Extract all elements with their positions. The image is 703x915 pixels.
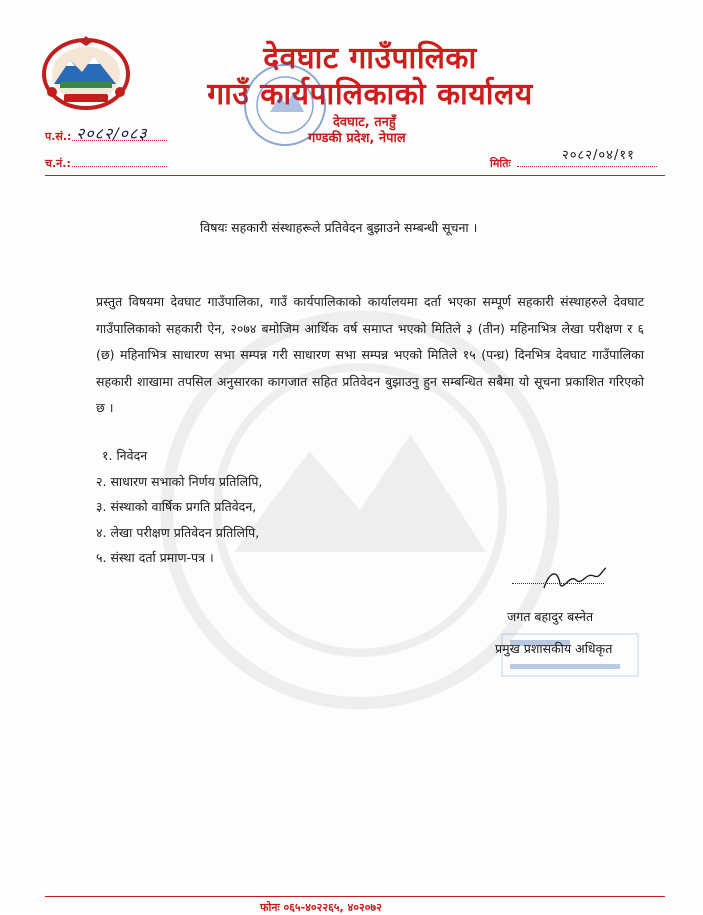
location-district: देवघाट, तनहुँ <box>333 115 396 130</box>
letter-subject: विषयः सहकारी संस्थाहरूले प्रतिवेदन बुझाउने सम्बन्धी सूचना । <box>200 220 478 235</box>
signer-title: प्रमुख प्रशासकीय अधिकृत <box>495 641 613 656</box>
office-name: गाउँ कार्यपालिकाको कार्यालय <box>207 77 533 112</box>
footer-divider <box>45 896 665 897</box>
signer-name: जगत बहादुर बस्नेत <box>507 609 594 624</box>
signature-dotted-line <box>512 583 604 584</box>
list-item: ४. लेखा परीक्षण प्रतिवेदन प्रतिलिपि, <box>96 524 260 540</box>
footer-phone: फोनः ०६५-४०२२६५, ४०२०७२ <box>260 901 382 914</box>
list-item: १. निवेदन <box>102 448 148 463</box>
nepal-emblem-icon <box>40 36 132 110</box>
reference-dotted-line <box>72 140 167 141</box>
date-dotted-line <box>517 166 657 167</box>
signature-icon <box>540 566 610 596</box>
letter-body: प्रस्तुत विषयमा देवघाट गाउँपालिका, गाउँ कार्यपालिकाको कार्यालयमा दर्ता भएका सम्पूर्ण सहकारी संस्थाहरुले देवघाट गाउँपालिकाको सहकारी ऐन, २०७४ बमोजिम आर्थिक वर्ष समाप्त भएको मितिले ३ (तीन) महिनाभित्र लेखा परीक्षण र ६ (छ) महिनाभित्र साधारण सभा सम्पन्न गरी साधारण सभा सम्पन्न भएको मितिले १५ (पन्ध्र) दिनभित्र देवघाट गाउँपालिका सहकारी शाखामा तपसिल अनुसारका कागजात सहित प्रतिवेदन बुझाउनु हुन सम्बन्धित सबैमा यो सूचना प्रकाशित गरिएको छ । <box>96 294 644 415</box>
location-province: गण्डकी प्रदेश, नेपाल <box>308 131 406 146</box>
date-value: २०८२/०४/११ <box>562 148 635 163</box>
reference-label: प.सं.: <box>45 130 72 143</box>
date-label: मितिः <box>490 157 511 170</box>
dispatch-dotted-line <box>72 166 167 167</box>
list-item: ५. संस्था दर्ता प्रमाण-पत्र । <box>96 550 214 565</box>
reference-number: २०८२/०८३ <box>76 124 148 143</box>
list-item: २. साधारण सभाको निर्णय प्रतिलिपि, <box>96 473 263 489</box>
list-item: ३. संस्थाको वार्षिक प्रगति प्रतिवेदन, <box>96 499 257 514</box>
dispatch-label: च.नं.: <box>45 157 71 170</box>
document-list <box>96 443 262 571</box>
header-divider <box>45 175 665 176</box>
org-name: देवघाट गाउँपालिका <box>263 41 477 76</box>
